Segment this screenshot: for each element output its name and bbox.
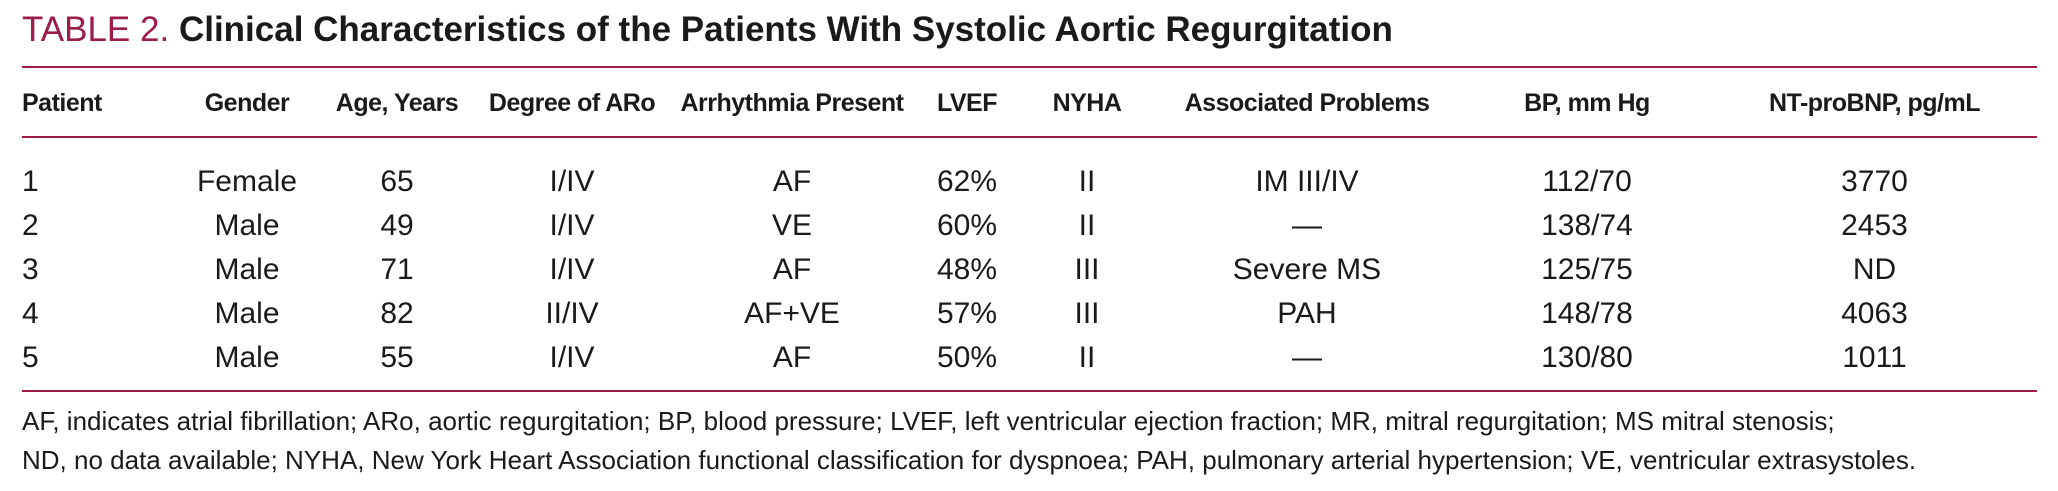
cell-gender: Male — [214, 209, 280, 242]
column-header-arrhythmia: Arrhythmia Present — [680, 88, 904, 117]
table-row — [22, 204, 2037, 248]
cell-gender: Female — [196, 165, 298, 198]
header-row — [22, 80, 2037, 126]
column-header-lvef: LVEF — [936, 88, 998, 117]
column-header-patient: Patient — [22, 88, 102, 117]
cell-lvef: 57% — [936, 297, 998, 330]
column-header-gender: Gender — [204, 88, 290, 117]
cell-associated-problems: PAH — [1277, 297, 1337, 330]
table-row — [22, 292, 2037, 336]
column-header-bp: BP, mm Hg — [1524, 88, 1650, 117]
cell-nyha: II — [1078, 341, 1096, 374]
bottom-rule — [22, 390, 2037, 392]
cell-arrhythmia: AF+VE — [744, 297, 840, 330]
cell-age: 71 — [380, 253, 414, 286]
cell-nt-probnp: 4063 — [1841, 297, 1908, 330]
table-row — [22, 160, 2037, 204]
cell-patient: 5 — [22, 341, 39, 374]
cell-age: 49 — [380, 209, 414, 242]
cell-patient: 4 — [22, 297, 39, 330]
cell-degree-aro: I/IV — [549, 253, 595, 286]
table-row — [22, 248, 2037, 292]
cell-bp: 148/78 — [1541, 297, 1633, 330]
cell-lvef: 62% — [936, 165, 998, 198]
cell-gender: Male — [214, 253, 280, 286]
cell-bp: 112/70 — [1542, 165, 1632, 198]
clinical-characteristics-table — [22, 80, 2037, 380]
cell-age: 55 — [380, 341, 414, 374]
cell-arrhythmia: VE — [771, 209, 813, 242]
footnote-line: AF, indicates atrial fibrillation; ARo, aortic regurgitation; BP, blood pressure; LVEF, left ventricular ejection fraction; MR, mitral regurgitation; MS mitral stenosis; — [22, 406, 1835, 436]
header-spacer — [22, 126, 2037, 160]
cell-age: 82 — [380, 297, 414, 330]
table-title-text: Clinical Characteristics of the Patients With Systolic Aortic Regurgitation — [178, 10, 1393, 49]
cell-nt-probnp: 2453 — [1841, 209, 1908, 242]
cell-nyha: III — [1074, 253, 1100, 286]
top-rule — [22, 66, 2037, 68]
cell-nyha: III — [1074, 297, 1100, 330]
cell-arrhythmia: AF — [772, 165, 812, 198]
cell-bp: 138/74 — [1541, 209, 1633, 242]
cell-associated-problems: — — [1292, 209, 1322, 242]
cell-patient: 3 — [22, 253, 39, 286]
cell-gender: Male — [214, 297, 280, 330]
cell-associated-problems: — — [1292, 341, 1322, 374]
cell-nt-probnp: 1011 — [1842, 341, 1907, 374]
cell-degree-aro: II/IV — [545, 297, 599, 330]
cell-nyha: II — [1078, 165, 1096, 198]
cell-arrhythmia: AF — [772, 253, 812, 286]
cell-lvef: 50% — [936, 341, 998, 374]
cell-nt-probnp: 3770 — [1841, 165, 1908, 198]
column-header-associated-problems: Associated Problems — [1184, 88, 1430, 117]
cell-nt-probnp: ND — [1852, 253, 1897, 286]
footnote-line: ND, no data available; NYHA, New York Heart Association functional classification for dyspnoea; PAH, pulmonary arterial hypertension; VE, ventricular extrasystoles. — [22, 445, 1917, 475]
column-header-degree-aro: Degree of ARo — [488, 88, 656, 117]
cell-bp: 130/80 — [1541, 341, 1633, 374]
cell-gender: Male — [214, 341, 280, 374]
column-header-age: Age, Years — [335, 88, 459, 117]
table-row — [22, 336, 2037, 380]
table-footnote — [22, 402, 2037, 480]
table-figure — [22, 0, 2037, 491]
cell-lvef: 48% — [936, 253, 998, 286]
cell-bp: 125/75 — [1541, 253, 1633, 286]
cell-age: 65 — [380, 165, 414, 198]
cell-patient: 1 — [22, 165, 39, 198]
cell-associated-problems: Severe MS — [1232, 253, 1382, 286]
column-header-nyha: NYHA — [1052, 88, 1122, 117]
column-header-nt-probnp: NT-proBNP, pg/mL — [1769, 88, 1980, 117]
cell-arrhythmia: AF — [772, 341, 812, 374]
table-label: TABLE 2. — [22, 10, 170, 49]
cell-degree-aro: I/IV — [549, 165, 595, 198]
cell-patient: 2 — [22, 209, 39, 242]
cell-degree-aro: I/IV — [549, 341, 595, 374]
cell-degree-aro: I/IV — [549, 209, 595, 242]
cell-associated-problems: IM III/IV — [1255, 165, 1359, 198]
cell-nyha: II — [1078, 209, 1096, 242]
table-title — [22, 8, 1393, 52]
cell-lvef: 60% — [936, 209, 998, 242]
